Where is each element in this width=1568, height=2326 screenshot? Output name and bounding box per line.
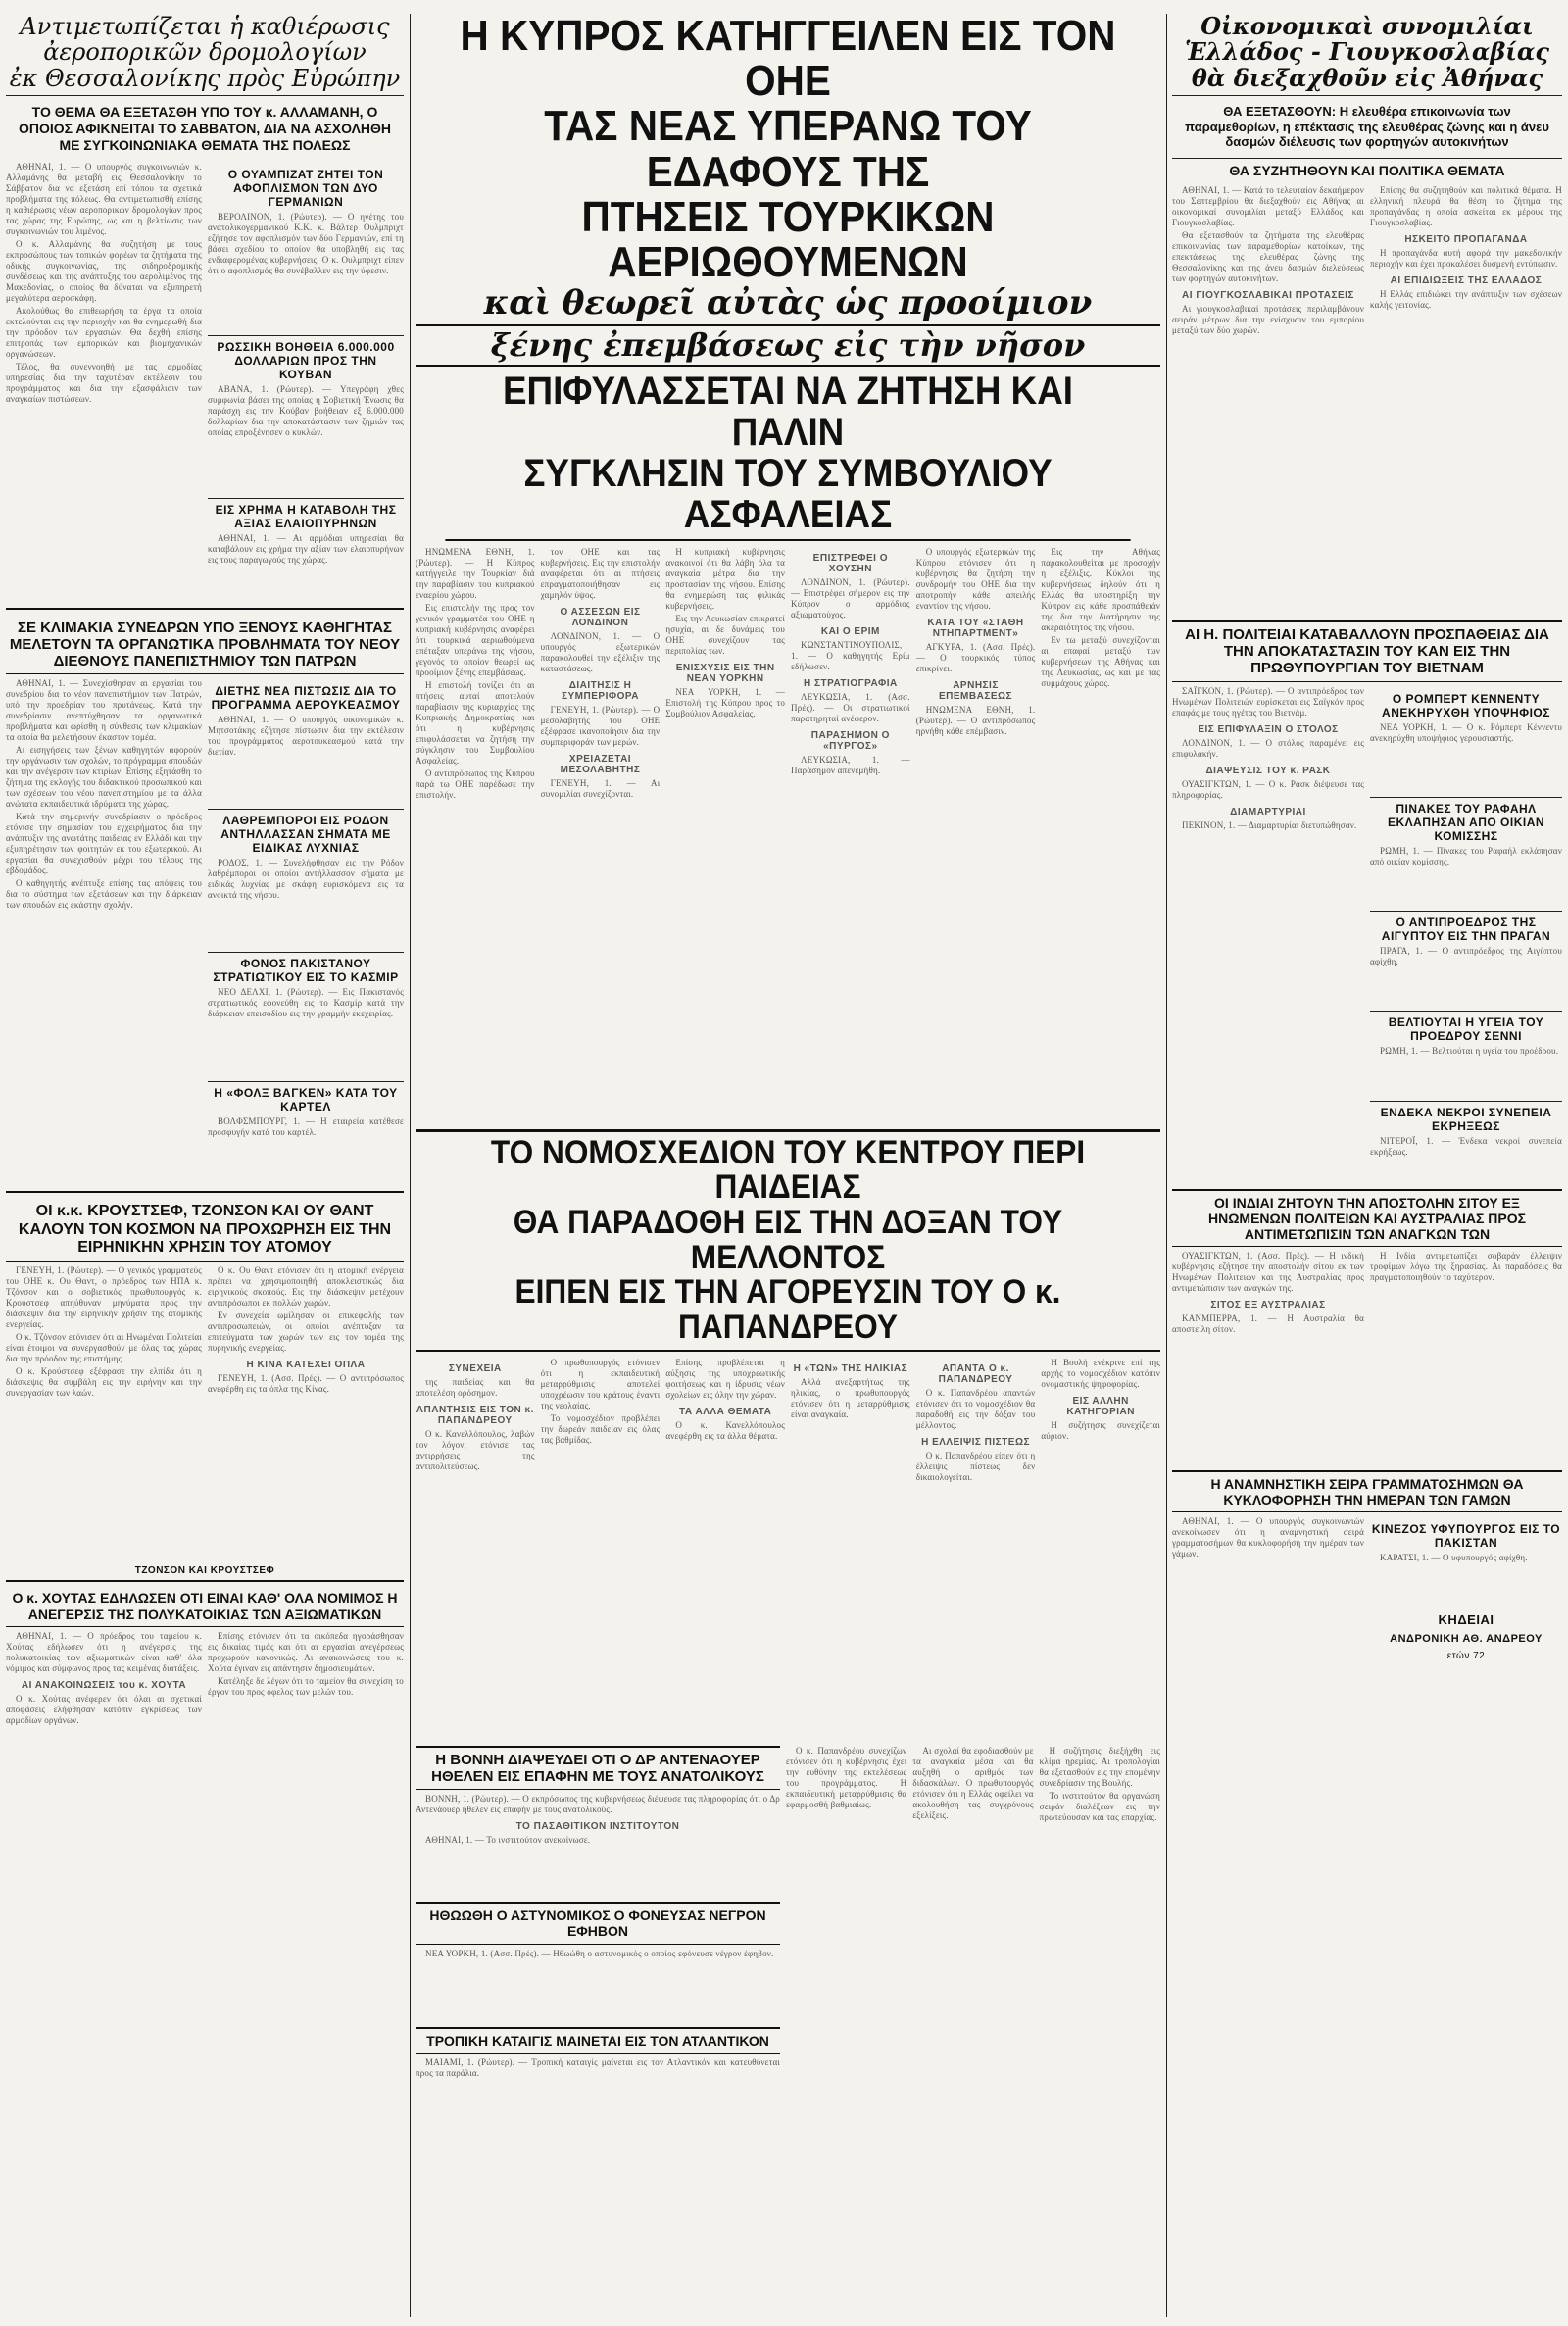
behavior-heading: ΔΙΑΙΤΗΣΙΣ Η ΣΥΜΠΕΡΙΦΟΡΑ: [562, 679, 639, 702]
main-headline-line-5: ξένης ἐπεμβάσεως εἰς τὴν νῆσον: [416, 326, 1160, 367]
right-subheading: ΘΑ ΕΞΕΤΑΣΘΟΥΝ: Η ελευθέρα επικοινωνία των παραμεθορίων, η επέκτασις της ελευθέρας ζώνης και η άνευ δασμών διέλευσις των φορτηγών αυτοκινήτων: [1185, 104, 1549, 150]
left-box-text-2: ΑΒΑΝΑ, 1. (Ρώυτερ). — Υπεγράφη χθες συμφωνία βάσει της οποίας η Σοβιετική Ένωσις θα παράσχη εις την Κούβαν βοήθειαν εξ 6.000.000 δολλαρίων δια την αποκατάστασιν των ζημιών τας οποίας επροξένησεν ο κυκλών.: [208, 383, 404, 437]
cyprus-article-col-1: ΗΝΩΜΕΝΑ ΕΘΝΗ, 1. (Ρώυτερ). — Η Κύπρος κατήγγειλε την Τουρκίαν διά την παραβίασιν του κυπριακού εναερίου χώρου. Εις επιστολήν της προς τον γενικόν γραμματέα του ΟΗΕ η κυπριακή κυβέρνησις αναφέρει ότι τουρκικά αεριωθούμενα επέταξαν υπεράνω της νήσου, γεγονός το οποίον θεωρεί ως προοίμιον ξένης επεμβάσεως. Η επιστολή τονίζει ότι αι πτήσεις αυταί αποτελούν παραβίασιν της κυριαρχίας της Κυπριακής Δημοκρατίας και ότι η κυβέρνησις επιφυλάσσεται να ζητήση την σύγκλησιν του Συμβουλίου Ασφαλείας. Ο αντιπρόσωπος της Κύπρου παρά τω ΟΗΕ παρέδωσε την επιστολήν.: [416, 546, 535, 800]
nuclear-article-text-2: Ο κ. Ου Θαντ ετόνισεν ότι η ατομική ενέργεια πρέπει να χρησιμοποιηθή αποκλειστικώς δια ειρηνικούς σκοπούς. Εις την διάσκεψιν μετέχουν αντιπρόσωποι εκ πολλών χωρών. Εν συνεχεία ωμίλησαν οι επικεφαλής των αντιπροσωπειών, οι οποίοι ανέπτυξαν τα επιτεύγματα των χωρών των εις τον τομέα της πυρηνικής ενεργείας. Η ΚΙΝΑ ΚΑΤΕΧΕΙ ΟΠΛΑ ΓΕΝΕΥΗ, 1. (Ασσ. Πρές). — Ο αντιπρόσωπος ανεφέρθη εις τα όπλα της Κίνας.: [208, 1265, 404, 1395]
food-article-text-1: ΟΥΑΣΙΓΚΤΩΝ, 1. (Ασσ. Πρές). — Η ινδική κυβέρνησις εζήτησε την αποστολήν σίτου εκ των Ηνωμένων Πολιτειών και της Αυστραλίας προς αντιμετώπισιν των αναγκών της. ΣΙΤΟΣ ΕΞ ΑΥΣΤΡΑΛΙΑΣ ΚΑΝΜΠΕΡΡΑ, 1. — Η Αυστραλία θα αποστείλη σίτον.: [1172, 1250, 1364, 1334]
left-subheading: ΤΟ ΘΕΜΑ ΘΑ ΕΞΕΤΑΣΘΗ ΥΠΟ ΤΟΥ κ. ΑΛΛΑΜΑΝΗ, Ο ΟΠΟΙΟΣ ΑΦΙΚΝΕΙΤΑΙ ΤΟ ΣΑΒΒΑΤΟΝ, ΔΙΑ ΝΑ ΑΣΧΟΛΗΘΗ ΜΕ ΣΥΓΚΟΙΝΩΝΙΑΚΑ ΘΕΜΑΤΑ ΤΗΣ ΠΟΛΕΩΣ: [18, 104, 392, 153]
left-box-text-1: ΒΕΡΟΛΙΝΟΝ, 1. (Ρώυτερ). — Ο ηγέτης του ανατολικογερμανικού Κ.Κ. κ. Βάλτερ Ουλμπριχτ εζήτησε τον αφοπλισμόν των δύο Γερμανιών, επί τη βάσει σχεδίου το οποίον θα υποβληθή εις τας ενδιαφερομένας κυβερνήσεις. Ο κ. Ουλμπριχτ είπεν ότι ο αφοπλισμός θα συνέβαλλεν εις την ύφεσιν.: [208, 211, 404, 275]
bonn-heading: Η ΒΟΝΝΗ ΔΙΑΨΕΥΔΕΙ ΟΤΙ Ο ΔΡ ΑΝΤΕΝΑΟΥΕΡ ΗΘΕΛΕΝ ΕΙΣ ΕΠΑΦΗΝ ΜΕ ΤΟΥΣ ΑΝΑΤΟΛΙΚΟΥΣ: [416, 1746, 780, 1791]
left-box-heading-3: ΕΙΣ ΧΡΗΜΑ Η ΚΑΤΑΒΟΛΗ ΤΗΣ ΑΞΙΑΣ ΕΛΑΙΟΠΥΡΗΝΩΝ: [208, 498, 404, 530]
food-article-text-2: Η Ινδία αντιμετωπίζει σοβαράν έλλειψιν τροφίμων λόγω της ξηρασίας. Αι παραδόσεις θα πραγματοποιηθούν το ταχύτερον.: [1370, 1250, 1562, 1282]
left-box-text-7: ΒΟΛΦΣΜΠΟΥΡΓ, 1. — Η εταιρεία κατέθεσε προσφυγήν κατά του καρτέλ.: [208, 1116, 404, 1138]
right-box-text-6: ΚΑΡΑΤΣΙ, 1. — Ο υφυπουργός αφίχθη.: [1380, 1552, 1528, 1562]
rule: [6, 1191, 404, 1193]
right-box-heading-6: ΚΙΝΕΖΟΣ ΥΦΥΠΟΥΡΓΟΣ ΕΙΣ ΤΟ ΠΑΚΙΣΤΑΝ: [1371, 1521, 1561, 1550]
right-box-text-1: ΝΕΑ ΥΟΡΚΗ, 1. — Ο κ. Ρόμπερτ Κέννεντυ ανεκηρύχθη υποψήφιος γερουσιαστής.: [1370, 721, 1562, 743]
new-york-heading: ΕΝΙΣΧΥΣΙΣ ΕΙΣ ΤΗΝ ΝΕΑΝ ΥΟΡΚΗΝ: [675, 662, 775, 684]
main-headline-line-2: ΤΑΣ ΝΕΑΣ ΥΠΕΡΑΝΩ ΤΟΥ ΕΔΑΦΟΥΣ ΤΗΣ: [544, 102, 1032, 196]
left-box-heading-7: Η «ΦΟΛΞ ΒΑΓΚΕΝ» ΚΑΤΑ ΤΟΥ ΚΑΡΤΕΛ: [208, 1081, 404, 1114]
continuation-heading: ΣΥΝΕΧΕΙΑ: [448, 1362, 502, 1374]
left-box-heading-5: ΛΑΘΡΕΜΠΟΡΟΙ ΕΙΣ ΡΟΔΟΝ ΑΝΤΗΛΛΑΣΣΑΝ ΣΗΜΑΤΑ ΜΕ ΕΙΔΙΚΑΣ ΛΥΧΝΙΑΣ: [208, 809, 404, 855]
right-article-text-2: Επίσης θα συζητηθούν και πολιτικά θέματα. Η ελληνική πλευρά θα θέση το ζήτημα της προπαγάνδας η οποία ασκείται εκ μέρους της Γιουγκοσλαβίας. ΗΣΚΕΙΤΟ ΠΡΟΠΑΓΑΝΔΑ Η προπαγάνδα αυτή αφορά την μακεδονικήν περιοχήν και έχει προκαλέσει δυσμενή εντύπωσιν. ΑΙ ΕΠΙΔΙΩΞΕΙΣ ΤΗΣ ΕΛΛΑΔΟΣ Η Ελλάς επιδιώκει την ανάπτυξιν των σχέσεων καλής γειτονίας.: [1370, 184, 1562, 310]
cyprus-article-col-6: Εις την Αθήνας παρακολουθείται με προσοχήν η εξέλιξις. Κύκλοι της κυβερνήσεως δηλούν ότι η Ελλάς θα υποστηρίξη την Κύπρον εις κάθε προσπάθειάν της δια την διατήρησιν της ακεραιότητος της νήσου. Εν τω μεταξύ συνεχίζονται αι επαφαί μεταξύ των κυβερνήσεων της Αθήνας και της Λευκωσίας, ως και με τας συμμάχους χώρας.: [1041, 546, 1160, 688]
cyprus-article-col-3: Η κυπριακή κυβέρνησις ανακοινοί ότι θα λάβη όλα τα αναγκαία μέτρα δια την προστασίαν της νήσου. Επίσης θα ενημερώση τας φιλικάς κυβερνήσεις. Εις την Λευκωσίαν επικρατεί ησυχία, αι δε δυνάμεις του ΟΗΕ συνεχίζουν τας περιπολίας των. ΕΝΙΣΧΥΣΙΣ ΕΙΣ ΤΗΝ ΝΕΑΝ ΥΟΡΚΗΝ ΝΕΑ ΥΟΡΚΗ, 1. — Επιστολή της Κύπρου προς το Συμβούλιον Ασφαλείας.: [665, 546, 786, 718]
left-box-heading-1: Ο ΟΥΑΜΠΙΖΑΤ ΖΗΤΕΙ ΤΟΝ ΑΦΟΠΛΙΣΜΟΝ ΤΩΝ ΔΥΟ ΓΕΡΜΑΝΙΩΝ: [227, 167, 384, 209]
left-title-line-1: Αντιμετωπίζεται ἡ καθιέρωσις: [20, 14, 390, 40]
right-box-heading-3: Ο ΑΝΤΙΠΡΟΕΔΡΟΣ ΤΗΣ ΑΙΓΥΠΤΟΥ ΕΙΣ ΤΗΝ ΠΡΑΓΑΝ: [1370, 911, 1562, 943]
london-heading: Ο ΑΣΣΕΣΩΝ ΕΙΣ ΛΟΝΔΙΝΟΝ: [560, 606, 641, 628]
fleet-heading: ΕΙΣ ΕΠΙΦΥΛΑΞΙΝ Ο ΣΤΟΛΟΣ: [1198, 723, 1339, 735]
education-article-col-6: Η Βουλή ενέκρινε επί της αρχής το νομοσχέδιον κατόπιν ονομαστικής ψηφοφορίας. ΕΙΣ ΑΛΛΗΝ ΚΑΤΗΓΟΡΙΑΝ Η συζήτησις συνεχίζεται αύριον.: [1041, 1357, 1160, 1441]
right-box-text-2: ΡΩΜΗ, 1. — Πίνακες του Ραφαήλ εκλάπησαν από οικίαν κομίσσης.: [1370, 845, 1562, 866]
age-heading: Η «ΤΩΝ» ΤΗΣ ΗΛΙΚΙΑΣ: [793, 1362, 908, 1374]
right-title-line-2: Ἑλλάδος - Γιουγκοσλαβίας: [1184, 37, 1549, 67]
proposals-heading: ΑΙ ΓΙΟΥΓΚΟΣΛΑΒΙΚΑΙ ΠΡΟΤΑΣΕΙΣ: [1182, 289, 1354, 301]
education-article-col-2: Ο πρωθυπουργός ετόνισεν ότι η εκπαιδευτική μεταρρύθμισις αποτελεί υποχρέωσιν του κράτους έναντι της νεολαίας. Το νομοσχέδιον προβλέπει την δωρεάν παιδείαν εις όλας τας βαθμίδας.: [540, 1357, 661, 1445]
university-heading: ΣΕ ΚΛΙΜΑΚΙΑ ΣΥΝΕΔΡΩΝ ΥΠΟ ΞΕΝΟΥΣ ΚΑΘΗΓΗΤΑΣ ΜΕΛΕΤΟΥΝ ΤΑ ΟΡΓΑΝΩΤΙΚΑ ΠΡΟΒΛΗΜΑΤΑ ΤΟΥ ΝΕΟΥ ΔΙΕΘΝΟΥΣ ΠΑΝΕΠΙΣΤΗΜΙΟΥ ΤΩΝ ΠΑΤΡΩΝ: [6, 616, 404, 675]
cyprus-article-col-4: ΕΠΙΣΤΡΕΦΕΙ Ο ΧΟΥΣΗΝ ΛΟΝΔΙΝΟΝ, 1. (Ρώυτερ). — Επιστρέφει σήμερον εις την Κύπρον ο αρμόδιος αξιωματούχος. ΚΑΙ Ο ΕΡΙΜ ΚΩΝΣΤΑΝΤΙΝΟΥΠΟΛΙΣ, 1. — Ο καθηγητής Ερίμ εδήλωσεν. Η ΣΤΡΑΤΙΟΓΡΑΦΙΑ ΛΕΥΚΩΣΙΑ, 1. (Ασσ. Πρές). — Οι στρατιωτικοί παρατηρηταί ανέφερον. ΠΑΡΑΣΗΜΟΝ Ο «ΠΥΡΓΟΣ» ΛΕΥΚΩΣΙΑ, 1. — Παράσημον απενεμήθη.: [791, 552, 910, 775]
stamps-article-text: ΑΘΗΝΑΙ, 1. — Ο υπουργός συγκοινωνιών ανεκοίνωσεν ότι η αναμνηστική σειρά γραμματοσήμων θα κυκλοφορήση την ημέραν των γάμων.: [1172, 1515, 1364, 1559]
education-article-col-5: ΑΠΑΝΤΑ Ο κ. ΠΑΠΑΝΔΡΕΟΥ Ο κ. Παπανδρέου απαντών ετόνισεν ότι το νομοσχέδιον θα παραδοθή εις την δόξαν του μέλλοντος. Η ΕΛΛΕΙΨΙΣ ΠΙΣΤΕΩΣ Ο κ. Παπανδρέου είπεν ότι η έλλειψις πίστεως δεν δικαιολογείται.: [915, 1362, 1036, 1482]
left-box-heading-4: ΔΙΕΤΗΣ ΝΕΑ ΠΙΣΤΩΣΙΣ ΔΙΑ ΤΟ ΠΡΟΓΡΑΜΜΑ ΑΕΡΟΥΚΕΑΣΜΟΥ: [211, 684, 401, 713]
left-article-text: ΑΘΗΝΑΙ, 1. — Ο υπουργός συγκοινωνιών κ. Αλλαμάνης θα μεταβή εις Θεσσαλονίκην το Σάββατον δια να εξετάση επί τόπου τα σχετικά προβλήματα της πόλεως. Θα αντιμετωπισθή επίσης η καθιέρωσις νέων αεροπορικών δρομολογίων προς τας χώρας της Ευρώπης, ως και η βελτίωσις των συγκοινωνιών του λιμένος. Ο κ. Αλλαμάνης θα συζητήση με τους εκπροσώπους των τοπικών φορέων τα ζητήματα της οδικής συγκοινωνίας, της σιδηροδρομικής συνδέσεως και της ανάπτυξης του αερολιμένος της Μακεδονίας, ο οποίος θα δύναται να εξυπηρετή μεγαλύτερα αεροσκάφη. Ακολούθως θα επιθεωρήση τα έργα τα οποία εκτελούνται εις την περιοχήν και θα ενημερωθή δια την πρόοδον των εργασιών. Θα δεχθή επίσης επιτροπάς των εμπορικών και βιομηχανικών οργανώσεων. Τέλος, θα συνεννοηθή με τας αρμοδίας υπηρεσίας δια την ταχυτέραν εκτέλεσιν του προγράμματος και δια την εξασφάλισιν των αναγκαίων πιστώσεων.: [6, 161, 202, 404]
education-headline-line-1: ΤΟ ΝΟΜΟΣΧΕΔΙΟΝ ΤΟΥ ΚΕΝΤΡΟΥ ΠΕΡΙ ΠΑΙΔΕΙΑΣ: [490, 1133, 1086, 1207]
left-title-line-3: ἐκ Θεσσαλονίκης πρὸς Εὐρώπην: [9, 64, 401, 92]
rusk-heading: ΔΙΑΨΕΥΣΙΣ ΤΟΥ κ. ΡΑΣΚ: [1205, 765, 1331, 776]
university-article-text: ΑΘΗΝΑΙ, 1. — Συνεχίσθησαν αι εργασίαι του συνεδρίου δια το νέον πανεπιστήμιον των Πατρών, υπό την προεδρίαν του πρυτάνεως. Κατά την συνεδρίασιν ανεπτύχθησαν τα οργανωτικά προβλήματα και ωρίσθη η σύνθεσις των κλιμακίων τα οποία θα μελετήσουν έκαστον τομέα. Αι εισηγήσεις των ξένων καθηγητών αφορούν την οργάνωσιν των σχολών, το πρόγραμμα σπουδών και την ανέγερσιν των κτιρίων. Επίσης εξητάσθη το ζήτημα της εκλογής του διδακτικού προσωπικού και των σχέσεων του νέου πανεπιστημίου με τα άλλα ανώτατα εκπαιδευτικά ιδρύματα της χώρας. Κατά την σημερινήν συνεδρίασιν ο πρόεδρος ετόνισε την σημασίαν του εγχειρήματος δια την ανάπτυξιν της ανωτάτης παιδείας εν Ελλάδι και την εξυπηρέτησιν των φοιτητών εκ του εξωτερικού. Αι εργασίαι θα συνεχισθούν μέχρι του τέλους της εβδομάδος. Ο καθηγητής ανέπτυξε επίσης τας απόψεις του δια το σύστημα των εξετάσεων και την διάρκειαν των σπουδών εις εκάστην σχολήν.: [6, 678, 202, 911]
funerals-heading: ΚΗΔΕΙΑΙ: [1370, 1608, 1562, 1627]
rule: [6, 608, 404, 610]
right-title-line-3: θὰ διεξαχθοῦν εἰς Ἀθήνας: [1191, 63, 1544, 92]
nuclear-heading: ΟΙ κ.κ. ΚΡΟΥΣΤΣΕΦ, ΤΖΟΝΣΟΝ ΚΑΙ ΟΥ ΘΑΝΤ ΚΑΛΟΥΝ ΤΟΝ ΚΟΣΜΟΝ ΝΑ ΠΡΟΧΩΡΗΣΗ ΕΙΣ ΤΗΝ ΕΙΡΗΝΙΚΗΝ ΧΡΗΣΙΝ ΤΟΥ ΑΤΟΜΟΥ: [6, 1199, 404, 1262]
main-headline-line-4: καὶ θεωρεῖ αὐτὰς ὡς προοίμιον: [483, 283, 1093, 323]
right-title: [1172, 14, 1562, 96]
cyprus-article-col-2: τον ΟΗΕ και τας κυβερνήσεις. Εις την επιστολήν αναφέρεται ότι αι πτήσεις επραγματοποιήθησαν εις χαμηλόν ύψος. Ο ΑΣΣΕΣΩΝ ΕΙΣ ΛΟΝΔΙΝΟΝ ΛΟΝΔΙΝΟΝ, 1. — Ο υπουργός εξωτερικών παρακολουθεί την εξέλιξιν της καταστάσεως. ΔΙΑΙΤΗΣΙΣ Η ΣΥΜΠΕΡΙΦΟΡΑ ΓΕΝΕΥΗ, 1. (Ρώυτερ). — Ο μεσολαβητής του ΟΗΕ εξέφρασε ικανοποίησιν δια την συμπεριφοράν των μερών. ΧΡΕΙΑΖΕΤΑΙ ΜΕΣΟΛΑΒΗΤΗΣ ΓΕΝΕΥΗ, 1. — Αι συνομιλίαι συνεχίζονται.: [540, 546, 661, 799]
erim-heading: ΚΑΙ Ο ΕΡΙΜ: [820, 625, 880, 637]
australia-wheat-heading: ΣΙΤΟΣ ΕΞ ΑΥΣΤΡΑΛΙΑΣ: [1210, 1299, 1326, 1311]
khoutas-heading: Ο κ. ΧΟΥΤΑΣ ΕΔΗΛΩΣΕΝ ΟΤΙ ΕΙΝΑΙ ΚΑΘ' ΟΛΑ ΝΟΜΙΜΟΣ Η ΑΝΕΓΕΡΣΙΣ ΤΗΣ ΠΟΛΥΚΑΤΟΙΚΙΑΣ ΤΩΝ ΑΞΙΩΜΑΤΙΚΩΝ: [6, 1586, 404, 1626]
column-rule: [410, 14, 411, 2317]
khoutas-article-text-1: ΑΘΗΝΑΙ, 1. — Ο πρόεδρος του ταμείου κ. Χούτας εδήλωσεν ότι η ανέγερσις της πολυκατοικίας των αξιωματικών είναι καθ' όλα νόμιμος και σύμφωνος προς τας κειμένας διατάξεις. ΑΙ ΑΝΑΚΟΙΝΩΣΕΙΣ του κ. ΧΟΥΤΑ Ο κ. Χούτας ανέφερεν ότι όλαι αι σχετικαί αποφάσεις ελήφθησαν κατόπιν εγκρίσεως των αρμοδίων οργάνων.: [6, 1630, 202, 1725]
education-article-col-1: ΣΥΝΕΧΕΙΑ της παιδείας και θα αποτελέση ορόσημον. ΑΠΑΝΤΗΣΙΣ ΕΙΣ ΤΟΝ κ. ΠΑΠΑΝΔΡΕΟΥ Ο κ. Κανελλόπουλος, λαβών τον λόγον, ετόνισε τας αντιρρήσεις της αντιπολιτεύσεως.: [416, 1362, 535, 1471]
right-article-text-1: ΑΘΗΝΑΙ, 1. — Κατά το τελευταίον δεκαήμερον του Σεπτεμβρίου θα διεξαχθούν εις Αθήνας αι οικονομικαί συνομιλίαι μεταξύ Ελλάδος και Γιουγκοσλαβίας. Θα εξετασθούν τα ζητήματα της ελευθέρας επικοινωνίας των παραμεθορίων κατοίκων, της επεκτάσεως της ελευθέρας ζώνης της Θεσσαλονίκης και της άνευ δασμών διελεύσεως των φορτηγών αυτοκινήτων. ΑΙ ΓΙΟΥΓΚΟΣΛΑΒΙΚΑΙ ΠΡΟΤΑΣΕΙΣ Αι γιουγκοσλαβικαί προτάσεις περιλαμβάνουν σειράν μέτρων δια την ενίσχυσιν του εμπορίου μεταξύ των δύο χωρών.: [1172, 184, 1364, 335]
left-box-text-3: ΑΘΗΝΑΙ, 1. — Αι αρμόδιαι υπηρεσίαι θα καταβάλουν εις χρήμα την αξίαν των ελαιοπυρήνων εις τους παραγωγούς της χώρας.: [208, 532, 404, 565]
propaganda-heading: ΗΣΚΕΙΤΟ ΠΡΟΠΑΓΑΝΔΑ: [1404, 233, 1528, 245]
vietnam-heading: ΑΙ Η. ΠΟΛΙΤΕΙΑΙ ΚΑΤΑΒΑΛΛΟΥΝ ΠΡΟΣΠΑΘΕΙΑΣ ΔΙΑ ΤΗΝ ΑΠΟΚΑΤΑΣΤΑΣΙΝ ΤΟΥ ΚΑΝ ΕΙΣ ΤΗΝ ΠΡΩΘΥΠΟΥΡΓΙΑΝ ΤΟΥ ΒΙΕΤΝΑΜ: [1172, 620, 1562, 682]
left-box-heading-6: ΦΟΝΟΣ ΠΑΚΙΣΤΑΝΟΥ ΣΤΡΑΤΙΩΤΙΚΟΥ ΕΙΣ ΤΟ ΚΑΣΜΙΡ: [208, 952, 404, 984]
center-column: [416, 14, 1160, 2317]
left-box-text-6: ΝΕΟ ΔΕΛΧΙ, 1. (Ρώυτερ). — Εις Πακιστανός στρατιωτικός εφονεύθη εις το Κασμίρ κατά την διάρκειαν επεισοδίου εις την γραμμήν εκεχειρίας.: [208, 987, 404, 1019]
right-box-heading-1: Ο ΡΟΜΠΕΡΤ ΚΕΝΝΕΝΤΥ ΑΝΕΚΗΡΥΧΘΗ ΥΠΟΨΗΦΙΟΣ: [1382, 691, 1550, 719]
obituary-age: ετών 72: [1446, 1650, 1486, 1661]
protests-heading: ΔΙΑΜΑΡΤΥΡΙΑΙ: [1230, 806, 1306, 817]
column-rule: [1166, 14, 1167, 2317]
education-headline-line-2: ΘΑ ΠΑΡΑΔΟΘΗ ΕΙΣ ΤΗΝ ΔΟΞΑΝ ΤΟΥ ΜΕΛΛΟΝΤΟΣ: [513, 1204, 1063, 1276]
education-article-col-4: Η «ΤΩΝ» ΤΗΣ ΗΛΙΚΙΑΣ Αλλά ανεξαρτήτως της ηλικίας, ο πρωθυπουργός ετόνισεν ότι η μεταρρύθμισις είναι αναγκαία.: [791, 1362, 910, 1419]
right-box-heading-5: ΕΝΔΕΚΑ ΝΕΚΡΟΙ ΣΥΝΕΠΕΙΑ ΕΚΡΗΞΕΩΣ: [1370, 1101, 1562, 1133]
bonn-article-text: ΒΟΝΝΗ, 1. (Ρώυτερ). — Ο εκπρόσωπος της κυβερνήσεως διέψευσε τας πληροφορίας ότι ο Δρ Αντενάουερ ήθελεν εις επαφήν με τους ανατολικούς. ΤΟ ΠΑΣΑΘΙΤΙΚΟΝ ΙΝΣΤΙΤΟΥΤΟΝ ΑΘΗΝΑΙ, 1. — Το ινστιτούτον ανεκοίνωσε.: [416, 1794, 780, 1846]
right-box-text-4: ΡΩΜΗ, 1. — Βελτιούται η υγεία του προέδρου.: [1380, 1045, 1559, 1056]
left-box-text-5: ΡΟΔΟΣ, 1. — Συνελήφθησαν εις την Ρόδον λαθρέμποροι οι οποίοι αντήλλασσον σήματα με ειδικάς λυχνίας με σκάφη ευρισκόμενα εις τα ανοικτά της νήσου.: [208, 858, 404, 901]
main-headline-line-6: ΕΠΙΦΥΛΑΣΣΕΤΑΙ ΝΑ ΖΗΤΗΣΗ ΚΑΙ ΠΑΛΙΝ: [502, 369, 1074, 454]
return-heading: ΕΠΙΣΤΡΕΦΕΙ Ο ΧΟΥΣΗΝ: [812, 552, 889, 574]
main-headline-block: [416, 14, 1160, 326]
left-box-text-4: ΑΘΗΝΑΙ, 1. — Ο υπουργός οικονομικών κ. Μητσοτάκης εζήτησε πίστωσιν δια την εκτέλεσιν του προγράμματος αεροτουκεασμού κατά την διετίαν.: [208, 715, 404, 758]
khoutas-announcements-heading: ΑΙ ΑΝΑΚΟΙΝΩΣΕΙΣ του κ. ΧΟΥΤΑ: [21, 1679, 187, 1691]
category-heading: ΕΙΣ ΑΛΛΗΝ ΚΑΤΗΓΟΡΙΑΝ: [1066, 1395, 1135, 1417]
other-issues-heading: ΤΑ ΑΛΛΑ ΘΕΜΑΤΑ: [679, 1406, 772, 1417]
vietnam-article-text: ΣΑΪΓΚΟΝ, 1. (Ρώυτερ). — Ο αντιπρόεδρος των Ηνωμένων Πολιτειών ευρίσκεται εις Σαϊγκόν προς επαφάς με τους ηγέτας του Βιετνάμ. ΕΙΣ ΕΠΙΦΥΛΑΞΙΝ Ο ΣΤΟΛΟΣ ΛΟΝΔΙΝΟΝ, 1. — Ο στόλος παραμένει εις επιφυλακήν. ΔΙΑΨΕΥΣΙΣ ΤΟΥ κ. ΡΑΣΚ ΟΥΑΣΙΓΚΤΩΝ, 1. — Ο κ. Ράσκ διέψευσε τας πληροφορίας. ΔΙΑΜΑΡΤΥΡΙΑΙ ΠΕΚΙΝΟΝ, 1. — Διαμαρτυρίαι διετυπώθησαν.: [1172, 685, 1364, 830]
johnson-khrushchev-heading: ΤΖΟΝΣΟΝ ΚΑΙ ΚΡΟΥΣΤΣΕΦ: [134, 1565, 275, 1577]
storm-heading: ΤΡΟΠΙΚΗ ΚΑΤΑΙΓΙΣ ΜΑΙΝΕΤΑΙ ΕΙΣ ΤΟΝ ΑΤΛΑΝΤΙΚΟΝ: [416, 2027, 780, 2054]
institute-heading: ΤΟ ΠΑΣΑΘΙΤΙΚΟΝ ΙΝΣΤΙΤΟΥΤΟΝ: [515, 1821, 680, 1833]
storm-article-text: ΜΑΙΑΜΙ, 1. (Ρώυτερ). — Τροπική καταιγίς μαίνεται εις τον Ατλαντικόν και κατευθύνεται προς τα παράλια.: [416, 2056, 780, 2078]
obituary-name: ΑΝΔΡΟΝΙΚΗ ΑΘ. ΑΝΔΡΕΟΥ: [1390, 1632, 1543, 1645]
main-headline-line-7: ΣΥΓΚΛΗΣΙΝ ΤΟΥ ΣΥΜΒΟΥΛΙΟΥ ΑΣΦΑΛΕΙΑΣ: [445, 453, 1130, 541]
denial-heading: ΑΡΝΗΣΙΣ ΕΠΕΜΒΑΣΕΩΣ: [939, 679, 1013, 702]
rule: [6, 1580, 404, 1582]
education-headline-line-3: ΕΙΠΕΝ ΕΙΣ ΤΗΝ ΑΓΟΡΕΥΣΙΝ ΤΟΥ Ο κ. ΠΑΠΑΝΔΡΕΟΥ: [514, 1273, 1061, 1347]
left-title-line-2: ἀεροπορικῶν δρομολογίων: [43, 38, 367, 67]
main-headline-line-1: Η ΚΥΠΡΟΣ ΚΑΤΗΓΓΕΙΛΕΝ ΕΙΣ ΤΟΝ ΟΗΕ: [460, 14, 1116, 106]
state-department-heading: ΚΑΤΑ ΤΟΥ «ΣΤΑΘΗ ΝΤΗΠΑΡΤΜΕΝΤ»: [927, 617, 1024, 639]
cyprus-dateline: ΗΝΩΜΕΝΑ ΕΘΝΗ, 1. (Ρώυτερ). — Η Κύπρος κατήγγειλε την Τουρκίαν διά την παραβίασιν του κυπριακού εναερίου χώρου.: [416, 546, 535, 600]
food-heading: ΟΙ ΙΝΔΙΑΙ ΖΗΤΟΥΝ ΤΗΝ ΑΠΟΣΤΟΛΗΝ ΣΙΤΟΥ ΕΞ ΗΝΩΜΕΝΩΝ ΠΟΛΙΤΕΙΩΝ ΚΑΙ ΑΥΣΤΡΑΛΙΑΣ ΠΡΟΣ ΑΝΤΙΜΕΤΩΠΙΣΙΝ ΤΩΝ ΑΝΑΓΚΩΝ ΤΩΝ: [1172, 1189, 1562, 1247]
military-heading: Η ΣΤΡΑΤΙΟΓΡΑΦΙΑ: [804, 677, 898, 689]
center-bottom-right-text: Ο κ. Παπανδρέου συνεχίζων ετόνισεν ότι η κυβέρνησις έχει την ευθύνην της εκτελέσεως του προγράμματος. Η εκπαιδευτική μεταρρύθμισις θα εφαρμοσθή βαθμιαίως. Αι σχολαί θα εφοδιασθούν με τα αναγκαία μέσα και θα αυξηθή ο αριθμός των διδασκάλων. Ο πρωθυπουργός ετόνισεν ότι η Ελλάς οφείλει να ακολουθήση τας συγχρόνους εξελίξεις. Η συζήτησις διεξήχθη εις κλίμα ηρεμίας. Αι τροπολογίαι θα εξετασθούν εις την επομένην συνεδρίασιν της Βουλής. Το ινστιτούτον θα οργανώση σειράν διαλέξεων εις την πρωτεύουσαν και τας επαρχίας.: [786, 1745, 1160, 1822]
greek-aims-heading: ΑΙ ΕΠΙΔΙΩΞΕΙΣ ΤΗΣ ΕΛΛΑΔΟΣ: [1390, 274, 1543, 286]
right-box-text-3: ΠΡΑΓΑ, 1. — Ο αντιπρόεδρος της Αιγύπτου αφίχθη.: [1370, 945, 1562, 966]
right-box-heading-2: ΠΙΝΑΚΕΣ ΤΟΥ ΡΑΦΑΗΛ ΕΚΛΑΠΗΣΑΝ ΑΠΟ ΟΙΚΙΑΝ ΚΟΜΙΣΣΗΣ: [1370, 797, 1562, 843]
stamps-heading: Η ΑΝΑΜΝΗΣΤΙΚΗ ΣΕΙΡΑ ΓΡΑΜΜΑΤΟΣΗΜΩΝ ΘΑ ΚΥΚΛΟΦΟΡΗΣΗ ΤΗΝ ΗΜΕΡΑΝ ΤΩΝ ΓΑΜΩΝ: [1172, 1470, 1562, 1512]
main-headline-line-3: ΠΤΗΣΕΙΣ ΤΟΥΡΚΙΚΩΝ ΑΕΡΙΩΘΟΥΜΕΝΩΝ: [581, 192, 995, 286]
tower-heading: ΠΑΡΑΣΗΜΟΝ Ο «ΠΥΡΓΟΣ»: [810, 729, 890, 752]
right-box-text-5: ΝΙΤΕΡΟΪ, 1. — Ένδεκα νεκροί συνεπεία εκρήξεως.: [1370, 1135, 1562, 1157]
mediator-heading: ΧΡΕΙΑΖΕΤΑΙ ΜΕΣΟΛΑΒΗΤΗΣ: [560, 753, 641, 775]
china-weapons-heading: Η ΚΙΝΑ ΚΑΤΕΧΕΙ ΟΠΛΑ: [246, 1360, 366, 1371]
reply-heading: ΑΠΑΝΤΗΣΙΣ ΕΙΣ ΤΟΝ κ. ΠΑΠΑΝΔΡΕΟΥ: [416, 1404, 534, 1426]
nuclear-article-text-1: ΓΕΝΕΥΗ, 1. (Ρώυτερ). — Ο γενικός γραμματεύς του ΟΗΕ κ. Ου Θαντ, ο πρόεδρος των ΗΠΑ κ. Τζόνσον και ο σοβιετικός πρωθυπουργός κ. Κρούστσεφ απηύθυναν μηνύματα προς την διάσκεψιν δια την ειρηνικήν χρήσιν της ατομικής ενεργείας. Ο κ. Τζόνσον ετόνισεν ότι αι Ηνωμέναι Πολιτείαι είναι έτοιμοι να συνεργασθούν με όλας τας χώρας δια την πρόοδον της επιστήμης. Ο κ. Κρούστσεφ εξέφρασε την ελπίδα ότι η διάσκεψις θα συμβάλη εις την ειρήνην και την συνεργασίαν των λαών.: [6, 1265, 202, 1399]
left-column: [6, 14, 404, 2317]
cyprus-article-col-5: Ο υπουργός εξωτερικών της Κύπρου ετόνισεν ότι η κυβέρνησις θα ζητήση την συνδρομήν του ΟΗΕ δια την αποτροπήν κάθε απειλής εναντίον της νήσου. ΚΑΤΑ ΤΟΥ «ΣΤΑΘΗ ΝΤΗΠΑΡΤΜΕΝΤ» ΑΓΚΥΡΑ, 1. (Ασσ. Πρές). — Ο τουρκικός τύπος επικρίνει. ΑΡΝΗΣΙΣ ΕΠΕΜΒΑΣΕΩΣ ΗΝΩΜΕΝΑ ΕΘΝΗ, 1. (Ρώυτερ). — Ο αντιπρόσωπος ηρνήθη κάθε επέμβασιν.: [915, 546, 1036, 736]
left-title: [6, 14, 404, 96]
right-box-heading-4: ΒΕΛΤΙΟΥΤΑΙ Η ΥΓΕΙΑ ΤΟΥ ΠΡΟΕΔΡΟΥ ΣΕΝΝΙ: [1370, 1011, 1562, 1043]
trust-heading: Η ΕΛΛΕΙΨΙΣ ΠΙΣΤΕΩΣ: [921, 1436, 1030, 1448]
khoutas-article-text-2: Επίσης ετόνισεν ότι τα οικόπεδα ηγοράσθησαν εις δικαίας τιμάς και ότι αι εργασίαι ανεγέρσεως προχωρούν κανονικώς. Αι ανακοινώσεις του κ. Χούτα έγιναν εις απάντησιν δημοσιευμάτων. Κατέληξε δε λέγων ότι το ταμείον θα συνεχίση το έργον του προς όφελος των μελών του.: [208, 1630, 404, 1697]
right-column: [1172, 14, 1562, 2317]
police-heading: ΗΘΩΩΘΗ Ο ΑΣΤΥΝΟΜΙΚΟΣ Ο ΦΟΝΕΥΣΑΣ ΝΕΓΡΟΝ ΕΦΗΒΟΝ: [416, 1902, 780, 1944]
right-subheading-2: ΘΑ ΣΥΖΗΤΗΘΟΥΝ ΚΑΙ ΠΟΛΙΤΙΚΑ ΘΕΜΑΤΑ: [1172, 158, 1562, 179]
education-article-col-3: Επίσης προβλέπεται η αύξησις της υποχρεωτικής φοιτήσεως και η ίδρυσις νέων σχολείων εις όλην την χώραν. ΤΑ ΑΛΛΑ ΘΕΜΑΤΑ Ο κ. Κανελλόπουλος ανεφέρθη εις τα άλλα θέματα.: [665, 1357, 786, 1441]
papandreou-reply-heading: ΑΠΑΝΤΑ Ο κ. ΠΑΠΑΝΔΡΕΟΥ: [938, 1362, 1013, 1385]
right-title-line-1: Οἰκονομικαὶ συνομιλίαι: [1200, 14, 1534, 40]
left-box-heading-2: ΡΩΣΣΙΚΗ ΒΟΗΘΕΙΑ 6.000.000 ΔΟΛΛΑΡΙΩΝ ΠΡΟΣ ΤΗΝ ΚΟΥΒΑΝ: [208, 335, 404, 381]
police-article-text: ΝΕΑ ΥΟΡΚΗ, 1. (Ασσ. Πρές). — Ηθωώθη ο αστυνομικός ο οποίος εφόνευσε νέγρον έφηβον.: [425, 1948, 774, 1958]
